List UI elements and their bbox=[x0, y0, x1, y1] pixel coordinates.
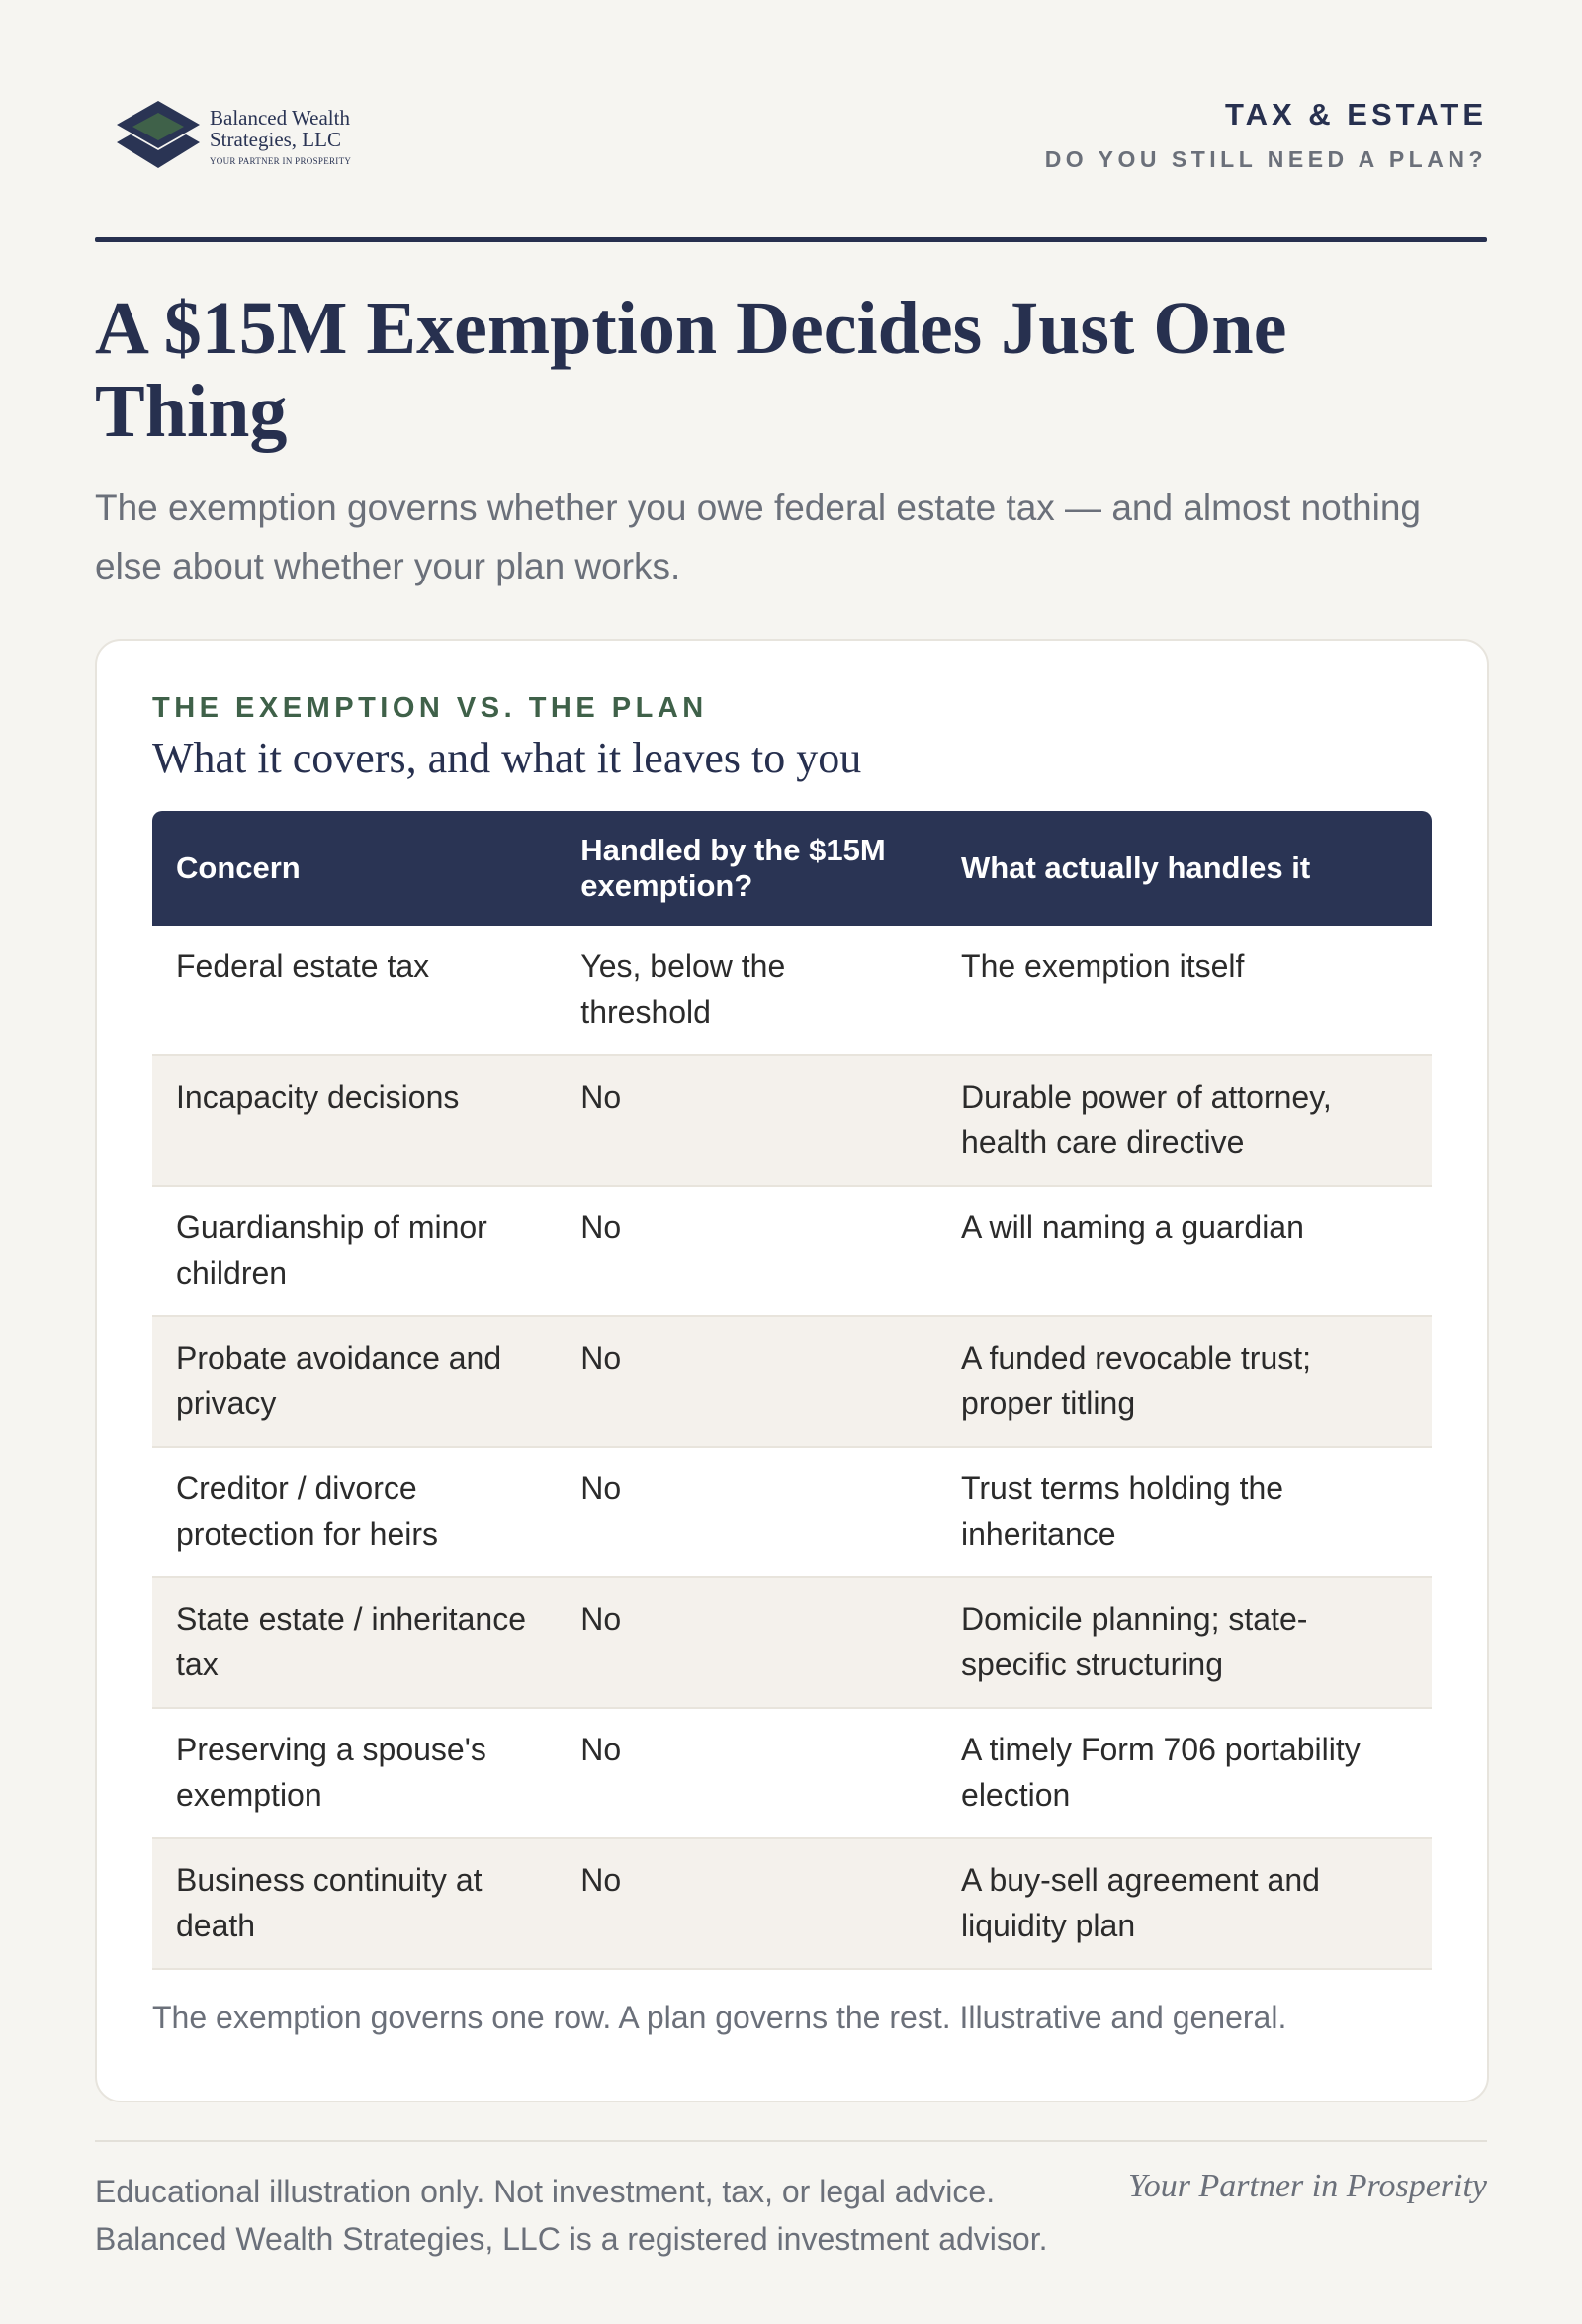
card-title: What it covers, and what it leaves to you bbox=[152, 734, 862, 782]
cell-handler: A timely Form 706 portability election bbox=[937, 1708, 1432, 1838]
logo-name-line2: Strategies, LLC bbox=[210, 128, 341, 151]
card-content bbox=[152, 692, 1432, 2036]
column-header-concern: Concern bbox=[176, 850, 301, 885]
cell-exemption: No bbox=[557, 1186, 937, 1316]
diamond-logo-icon bbox=[115, 99, 204, 184]
table-footnote: The exemption governs one row. A plan governs the rest. Illustrative and general. bbox=[152, 2000, 1287, 2035]
comparison-card bbox=[95, 639, 1489, 2102]
cell-handler: Domicile planning; state-specific structuring bbox=[937, 1577, 1432, 1708]
cell-exemption: No bbox=[557, 1447, 937, 1577]
column-header-exemption: Handled by the $15M exemption? bbox=[580, 833, 886, 903]
cell-handler: Durable power of attorney, health care directive bbox=[937, 1055, 1432, 1186]
cell-exemption: No bbox=[557, 1838, 937, 1969]
table-row bbox=[152, 1708, 1432, 1838]
page bbox=[95, 0, 1487, 2257]
footer-divider bbox=[95, 2140, 1487, 2142]
disclaimer-line: Balanced Wealth Strategies, LLC is a registered investment advisor. bbox=[95, 2221, 1048, 2257]
cell-handler: The exemption itself bbox=[937, 926, 1432, 1055]
table-row bbox=[152, 1316, 1432, 1447]
table-header-row bbox=[152, 811, 1432, 926]
cell-concern: Probate avoidance and privacy bbox=[152, 1316, 557, 1447]
cell-handler: A will naming a guardian bbox=[937, 1186, 1432, 1316]
table-row bbox=[152, 1055, 1432, 1186]
table-row bbox=[152, 1447, 1432, 1577]
table-row bbox=[152, 926, 1432, 1055]
footer-disclaimer bbox=[95, 2168, 1047, 2263]
cell-exemption: No bbox=[557, 1316, 937, 1447]
page-header bbox=[95, 0, 1487, 243]
cell-exemption: No bbox=[557, 1708, 937, 1838]
table-header bbox=[152, 811, 1432, 926]
cell-concern: Guardianship of minor children bbox=[152, 1186, 557, 1316]
cell-handler: A buy-sell agreement and liquidity plan bbox=[937, 1838, 1432, 1969]
section-subtitle: DO YOU STILL NEED A PLAN? bbox=[1044, 146, 1487, 172]
cell-concern: Federal estate tax bbox=[152, 926, 557, 1055]
card-eyebrow: THE EXEMPTION VS. THE PLAN bbox=[152, 692, 708, 724]
header-divider bbox=[95, 237, 1487, 242]
footer-slogan: Your Partner in Prosperity bbox=[1127, 2168, 1487, 2204]
cell-concern: Creditor / divorce protection for heirs bbox=[152, 1447, 557, 1577]
table-row bbox=[152, 1838, 1432, 1969]
logo-tagline: YOUR PARTNER IN PROSPERITY bbox=[210, 156, 352, 166]
cell-exemption: No bbox=[557, 1055, 937, 1186]
table-body bbox=[152, 926, 1432, 1969]
cell-concern: Preserving a spouse's exemption bbox=[152, 1708, 557, 1838]
disclaimer-line: Educational illustration only. Not investment, tax, or legal advice. bbox=[95, 2174, 996, 2209]
logo-name bbox=[210, 107, 407, 150]
section-title: TAX & ESTATE bbox=[1225, 97, 1487, 132]
table-row bbox=[152, 1186, 1432, 1316]
cell-concern: State estate / inheritance tax bbox=[152, 1577, 557, 1708]
cell-concern: Incapacity decisions bbox=[152, 1055, 557, 1186]
cell-handler: A funded revocable trust; proper titling bbox=[937, 1316, 1432, 1447]
page-title: A $15M Exemption Decides Just One Thing bbox=[95, 287, 1287, 453]
cell-exemption: No bbox=[557, 1577, 937, 1708]
page-subtitle: The exemption governs whether you owe federal estate tax — and almost nothing else about whether your plan works. bbox=[95, 488, 1421, 586]
cell-exemption: Yes, below the threshold bbox=[557, 926, 937, 1055]
comparison-table bbox=[152, 811, 1432, 1970]
logo-name-line1: Balanced Wealth bbox=[210, 106, 350, 130]
company-logo[interactable] bbox=[115, 99, 372, 184]
header-section-label bbox=[1045, 97, 1487, 173]
cell-concern: Business continuity at death bbox=[152, 1838, 557, 1969]
cell-handler: Trust terms holding the inheritance bbox=[937, 1447, 1432, 1577]
column-header-handler: What actually handles it bbox=[961, 850, 1311, 885]
table-row bbox=[152, 1577, 1432, 1708]
